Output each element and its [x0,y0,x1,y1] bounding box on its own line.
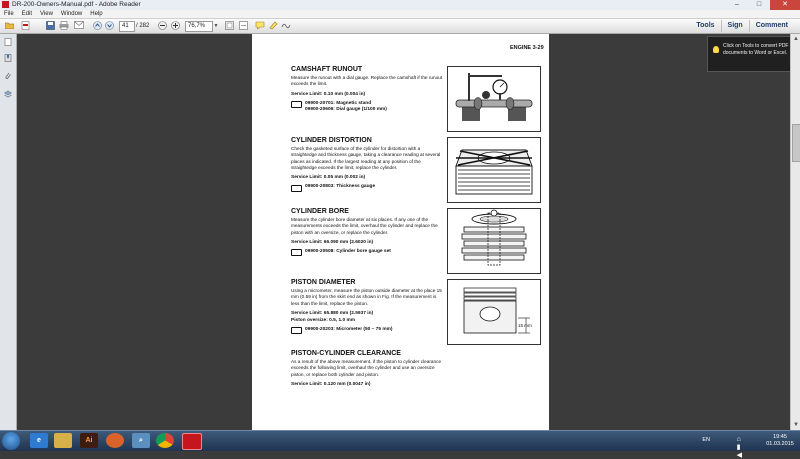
section-body: As a result of the above measurement, if the piston to cylinder clearance exceeds the following limit, overhaul the cylinder and use an oversize piston, or replace both cylinder and piston. [291,359,442,377]
sign-link[interactable]: Sign [721,20,749,32]
highlight-icon[interactable] [268,21,278,31]
previous-page-icon[interactable] [92,21,102,31]
language-indicator[interactable]: EN [702,437,710,443]
navigation-pane [0,34,17,430]
camshaft-runout-figure [447,66,541,132]
page-thumbnails-icon[interactable] [4,38,12,46]
save-icon[interactable] [45,21,55,31]
explorer-taskbar-icon[interactable] [54,433,72,448]
email-icon[interactable] [74,21,84,31]
piston-oversize: Piston oversize: 0.5, 1.0 mm [291,317,355,323]
page-total: / 282 [136,23,150,29]
tool-item: 09900-20203: Micrometer (50 – 75 mm) [305,326,393,332]
fit-width-icon[interactable] [238,21,248,31]
adobe-reader-icon [2,1,9,8]
search-taskbar-icon[interactable]: ⌕ [132,433,150,448]
menu-edit[interactable]: Edit [21,11,33,17]
service-limit: Service Limit: 0.05 mm (0.002 in) [291,175,366,181]
service-limit: Service Limit: 0.10 mm (0.004 in) [291,91,366,97]
illustrator-taskbar-icon[interactable]: Ai [80,433,98,448]
menu-file[interactable]: File [4,11,14,17]
cylinder-distortion-figure [447,137,541,203]
section-cylinder-distortion [291,137,443,192]
special-tools [291,327,443,335]
tool-icon [291,101,302,108]
layers-icon[interactable] [4,90,12,98]
section-title: CAMSHAFT RUNOUT [291,66,363,73]
firefox-taskbar-icon[interactable] [106,433,124,448]
section-title: PISTON DIAMETER [291,279,356,286]
tooltip-text: Click on Tools to convert PDF documents to Word or Excel. [723,43,789,56]
tray-icons[interactable]: ⌂ ▮ ◀ [736,436,743,459]
tool-icon [291,185,302,192]
page-number-input[interactable]: 41 [119,21,135,32]
start-button[interactable] [2,432,20,450]
special-tools [291,184,443,192]
comment-link[interactable]: Comment [749,20,794,32]
section-body: Measure the runout with a dial gauge. Replace the camshaft if the runout exceeds the limit. [291,75,443,87]
window-title: DR-200-Owners-Manual.pdf - Adobe Reader [12,1,141,8]
menu-window[interactable]: Window [60,11,83,17]
minimize-button[interactable]: – [735,1,739,8]
tool-icon [291,327,302,334]
fit-page-icon[interactable] [224,21,234,31]
maximize-button[interactable]: □ [756,1,762,8]
open-icon[interactable] [4,21,14,31]
tool-item: 09900-20701: Magnetic stand [305,100,372,106]
zoom-select[interactable]: 76,7% [185,21,213,32]
section-title: CYLINDER DISTORTION [291,137,372,144]
tool-item: 09900-20803: Thickness gauge [305,184,376,190]
bookmarks-icon[interactable] [4,54,12,62]
tool-item: 09900-20606: Dial gauge (1/100 mm) [305,106,387,112]
acrobat-taskbar-icon[interactable] [182,433,202,450]
clock-time: 19:45 [773,434,787,440]
task-pane-links [690,20,794,32]
section-title: PISTON-CYLINDER CLEARANCE [291,350,401,357]
special-tools [291,249,443,257]
tool-icon [291,249,302,256]
tools-tooltip [707,36,793,72]
zoom-in-icon[interactable] [170,21,180,31]
zoom-out-icon[interactable] [157,21,167,31]
service-limit: Service Limit: 66.090 mm (2.6020 in) [291,239,374,245]
print-icon[interactable] [59,21,69,31]
section-cylinder-bore [291,208,443,256]
create-pdf-icon[interactable] [20,21,30,31]
service-limit: Service Limit: 65.880 mm (2.5937 in) [291,310,374,316]
ie-taskbar-icon[interactable]: e [30,433,48,448]
next-page-icon[interactable] [104,21,114,31]
menu-view[interactable]: View [40,11,53,17]
piston-diameter-figure [447,279,541,345]
cylinder-bore-figure [447,208,541,274]
section-body: Check the gasketed surface of the cylinder for distortion with a straightedge and thickness gauge, taking a clearance reading at several places as indicated. If the largest reading at any position of the straightedge exceeds the limit, replace the cylinder. [291,146,441,170]
tools-link[interactable]: Tools [696,22,715,29]
running-head: ENGINE 3-29 [510,45,544,51]
section-piston-cylinder-clearance [291,350,443,387]
service-limit: Service Limit: 0.120 mm (0.0047 in) [291,381,371,387]
section-camshaft-runout [291,66,443,113]
window-controls [726,0,800,10]
signature-icon[interactable] [281,21,291,31]
section-body: Measure the cylinder bore diameter at six places. If any one of the measurements exceeds the limit, overhaul the cylinder and replace the piston with an oversize, or replace the cylinder. [291,217,438,235]
taskbar [0,430,800,459]
chrome-taskbar-icon[interactable] [156,433,174,448]
section-title: CYLINDER BORE [291,208,349,215]
scroll-up-icon[interactable]: ▲ [793,36,799,42]
vertical-scrollbar[interactable] [790,34,800,430]
section-piston-diameter [291,279,443,334]
menu-bar [0,10,800,19]
attachments-icon[interactable] [4,72,12,80]
zoom-dropdown-chevron-icon[interactable]: ▼ [213,23,219,29]
sticky-note-icon[interactable] [255,21,265,31]
tool-item: 09900-20508: Cylinder bore gauge set [305,248,391,254]
lightbulb-icon [713,46,719,53]
section-body: Using a micrometer, measure the piston outside diameter at the place 15 mm (0.59 in) from the skirt end as shown in Fig. If the measurement is less than the limit, replace the piston. [291,288,442,306]
close-button[interactable]: ✕ [770,0,800,10]
menu-help[interactable]: Help [90,11,103,17]
figure-dimension-label: 15 mm [518,323,532,328]
special-tools [291,101,443,113]
clock-date: 01.03.2015 [766,441,794,447]
toolbar [0,19,800,34]
scroll-thumb[interactable] [792,124,800,162]
clock[interactable] [764,434,796,448]
scroll-down-icon[interactable]: ▼ [793,422,799,428]
